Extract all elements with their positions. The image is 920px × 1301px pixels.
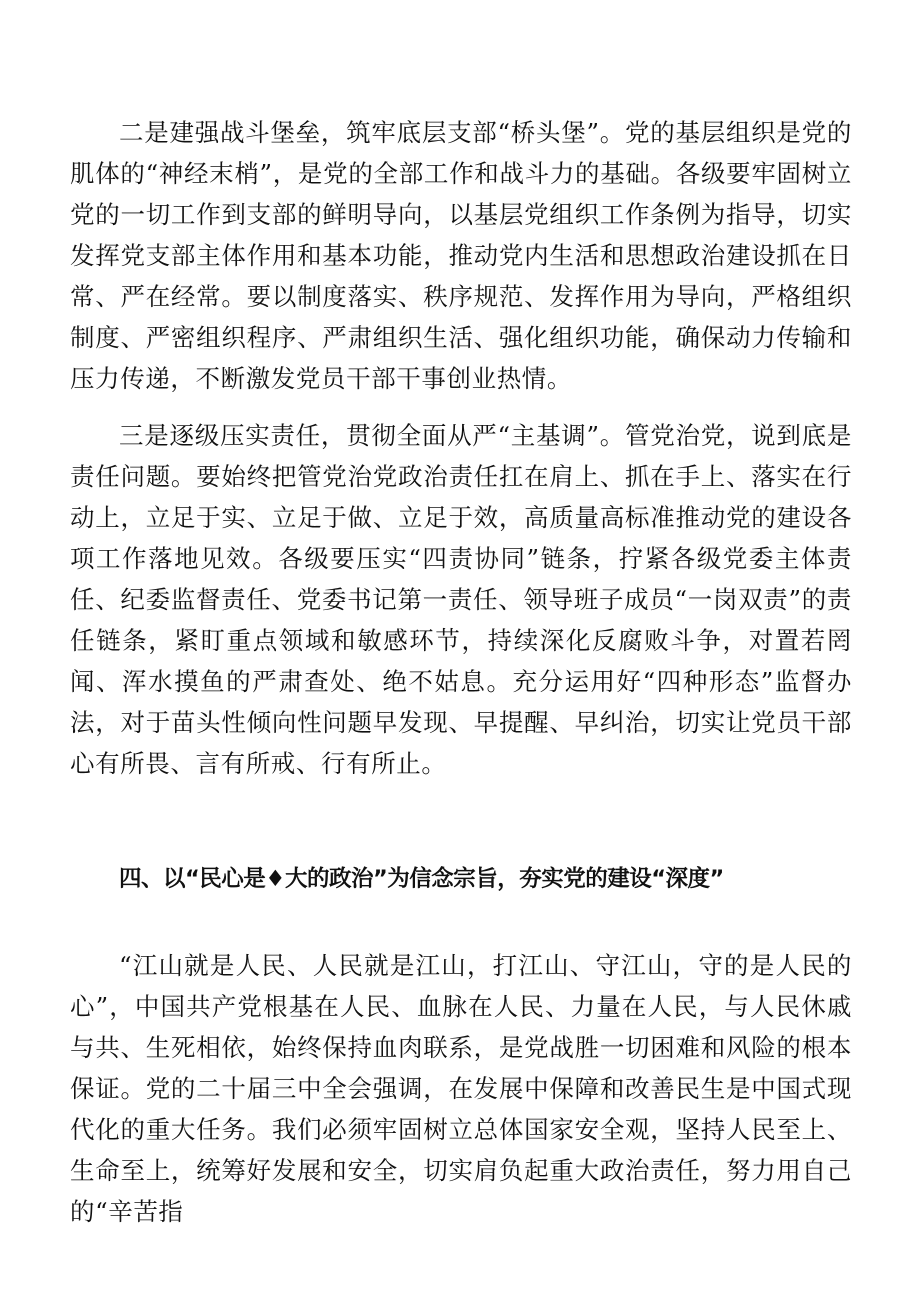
body-paragraph: 二是建强战斗堡垒，筑牢底层支部“桥头堡”。党的基层组织是党的肌体的“神经末梢”，是党的全部工作和战斗力的基础。各级要牢固树立党的一切工作到支部的鲜明导向，以基层党组织工作条例为指导，切实发挥党支部主体作用和基本功能，推动党内生活和思想政治建设抓在日常、严在经常。要以制度落实、秩序规范、发挥作用为导向，严格组织制度、严密组织程序、严肃组织生活、强化组织功能，确保动力传输和压力传递，不断激发党员干部干事创业热情。 (70, 118, 852, 393)
section-heading: 四、以“民心是♦大的政治”为信念宗旨，夯实党的建设“深度” (119, 866, 724, 892)
body-paragraph: “江山就是人民、人民就是江山，打江山、守江山，守的是人民的心”，中国共产党根基在人民、血脉在人民、力量在人民，与人民休戚与共、生死相依，始终保持血肉联系，是党战胜一切困难和风险的根本保证。党的二十届三中全会强调，在发展中保障和改善民生是中国式现代化的重大任务。我们必须牢固树立总体国家安全观，坚持人民至上、生命至上，统筹好发展和安全，切实肩负起重大政治责任，努力用自己的“辛苦指 (70, 951, 852, 1226)
body-paragraph: 三是逐级压实责任，贯彻全面从严“主基调”。管党治党，说到底是责任问题。要始终把管党治党政治责任扛在肩上、抓在手上、落实在行动上，立足于实、立足于做、立足于效，高质量高标准推动党的建设各项工作落地见效。各级要压实“四责协同”链条，拧紧各级党委主体责任、纪委监督责任、党委书记第一责任、领导班子成员“一岗双责”的责任链条，紧盯重点领域和敏感环节，持续深化反腐败斗争，对置若罔闻、浑水摸鱼的严肃查处、绝不姑息。充分运用好“四种形态”监督办法，对于苗头性倾向性问题早发现、早提醒、早纠治，切实让党员干部心有所畏、言有所戒、行有所止。 (70, 421, 852, 778)
